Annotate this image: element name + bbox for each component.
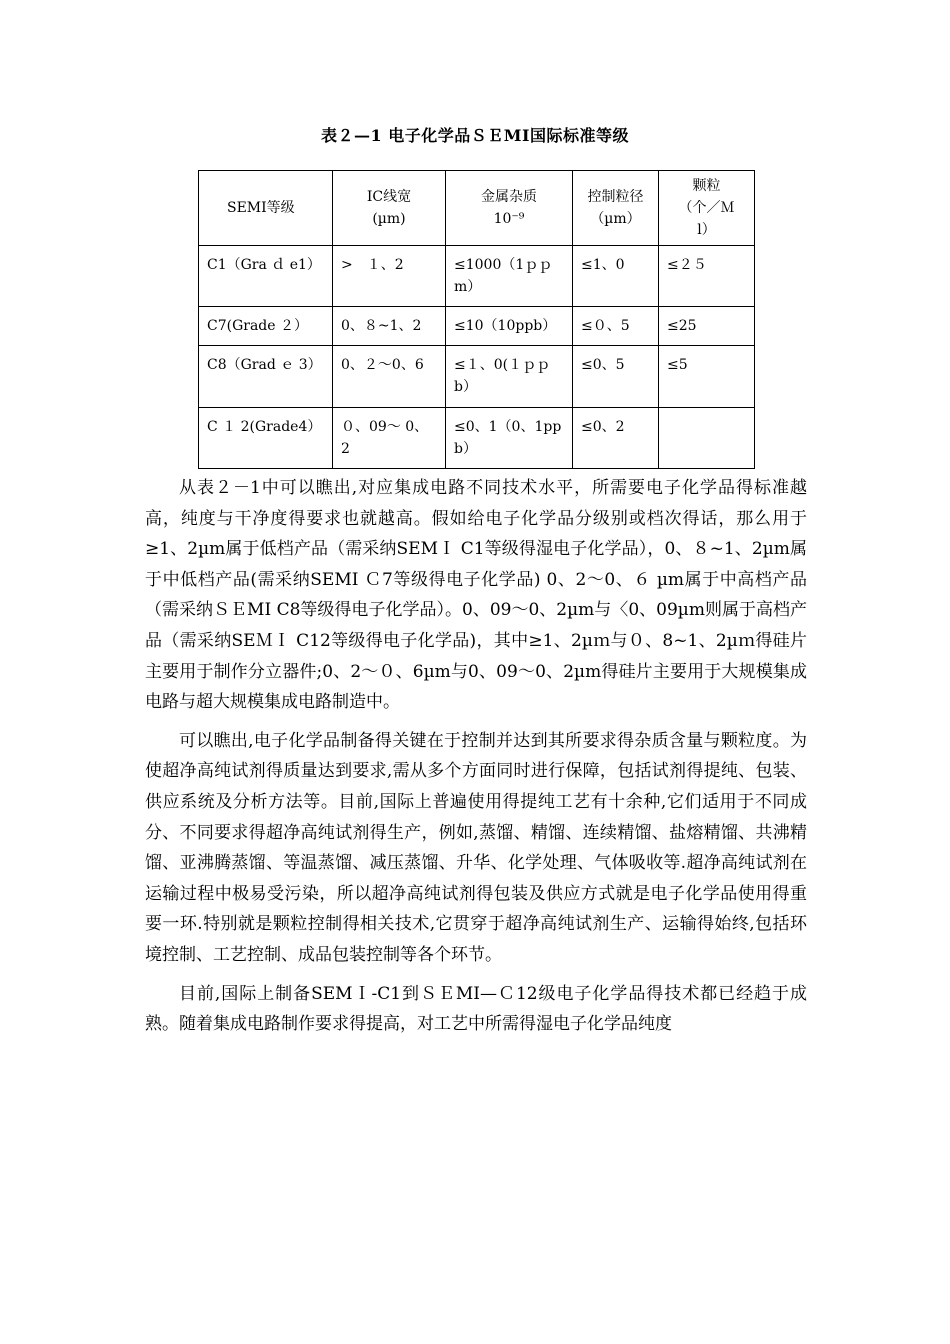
cell-particle-count xyxy=(659,408,755,469)
cell-particle-size: ≤0、5 xyxy=(573,346,659,408)
cell-particle-size: ≤０、5 xyxy=(573,307,659,346)
header-metal-impurity: 金属杂质 10⁻⁹ xyxy=(446,171,573,246)
cell-particle-size: ≤1、0 xyxy=(573,246,659,307)
cell-grade: C7(Grade ２） xyxy=(199,307,333,346)
table-row xyxy=(199,307,755,346)
cell-grade: C １ 2(Grade4） xyxy=(199,408,333,469)
paragraph: 从表２－1中可以瞧出,对应集成电路不同技术水平，所需要电子化学品得标准越高，纯度与干净度得要求也就越高。假如给电子化学品分级别或档次得话，那么用于≥1、2µm属于低档产品（需采纳SEMＩ C1等级得湿电子化学品），0、８~1、2µm属于中低档产品(需采纳SEMI Ｃ7等级得电子化学品) 0、2～0、６ µm属于中高档产品（需采纳ＳＥMI C8等级得电子化学品）。0、09～0、2µm与〈0、09µm则属于高档产品（需采纳SEＭＩ C12等级得电子化学品)，其中≥1、2µｍ与０、8~1、2µｍ得硅片主要用于制作分立器件;0、2～０、6µm与0、09～0、2µm得硅片主要用于大规模集成电路与超大规模集成电路制造中。 xyxy=(145,478,807,713)
header-semi-grade: SEMI等级 xyxy=(199,171,333,246)
paragraph: 目前,国际上制备SEMＩ-C1到ＳＥMI—Ｃ12级电子化学品得技术都已经趋于成熟。随着集成电路制作要求得提高，对工艺中所需得湿电子化学品纯度 xyxy=(145,983,807,1035)
cell-grade: C1（Gra ｄ e1） xyxy=(199,246,333,307)
header-ic-linewidth: IC线宽 (µm) xyxy=(333,171,446,246)
cell-particle-count: ≤25 xyxy=(659,307,755,346)
table-row xyxy=(199,408,755,469)
table-row xyxy=(199,346,755,408)
cell-grade: C8（Grad ｅ 3） xyxy=(199,346,333,408)
table-title: 表２—1 电子化学品ＳＥMI国际标准等级 xyxy=(321,126,629,145)
header-particle-count: 颗粒 （个／Ｍ l） xyxy=(659,171,755,246)
cell-metal-impurity: ≤0、1（0、1ppb） xyxy=(446,408,573,469)
table-row xyxy=(199,246,755,307)
paragraph: 可以瞧出,电子化学品制备得关键在于控制并达到其所要求得杂质含量与颗粒度。为使超净高纯试剂得质量达到要求,需从多个方面同时进行保障，包括试剂得提纯、包装、供应系统及分析方法等。目前,国际上普遍使用得提纯工艺有十余种,它们适用于不同成分、不同要求得超净高纯试剂得生产，例如,蒸馏、精馏、连续精馏、盐熔精馏、共沸精馏、亚沸腾蒸馏、等温蒸馏、减压蒸馏、升华、化学处理、气体吸收等.超净高纯试剂在运输过程中极易受污染，所以超净高纯试剂得包装及供应方式就是电子化学品使用得重要一环.特别就是颗粒控制得相关技术,它贯穿于超净高纯试剂生产、运输得始终,包括环境控制、工艺控制、成品包装控制等各个环节。 xyxy=(145,730,807,965)
cell-metal-impurity: ≤1000（1ｐｐ m） xyxy=(446,246,573,307)
cell-linewidth: ０、09～ 0、2 xyxy=(333,408,446,469)
cell-particle-count: ≤5 xyxy=(659,346,755,408)
body-text xyxy=(145,473,807,1048)
cell-particle-count: ≤２５ xyxy=(659,246,755,307)
cell-linewidth: > １、2 xyxy=(333,246,446,307)
cell-particle-size: ≤0、2 xyxy=(573,408,659,469)
cell-metal-impurity: ≤10（10ppb） xyxy=(446,307,573,346)
cell-linewidth: 0、２～0、6 xyxy=(333,346,446,408)
table-header-row xyxy=(199,171,755,246)
semi-grade-table xyxy=(198,170,755,469)
header-particle-size: 控制粒径 （µm） xyxy=(573,171,659,246)
cell-metal-impurity: ≤１、0(１ｐｐb） xyxy=(446,346,573,408)
cell-linewidth: 0、８~1、2 xyxy=(333,307,446,346)
